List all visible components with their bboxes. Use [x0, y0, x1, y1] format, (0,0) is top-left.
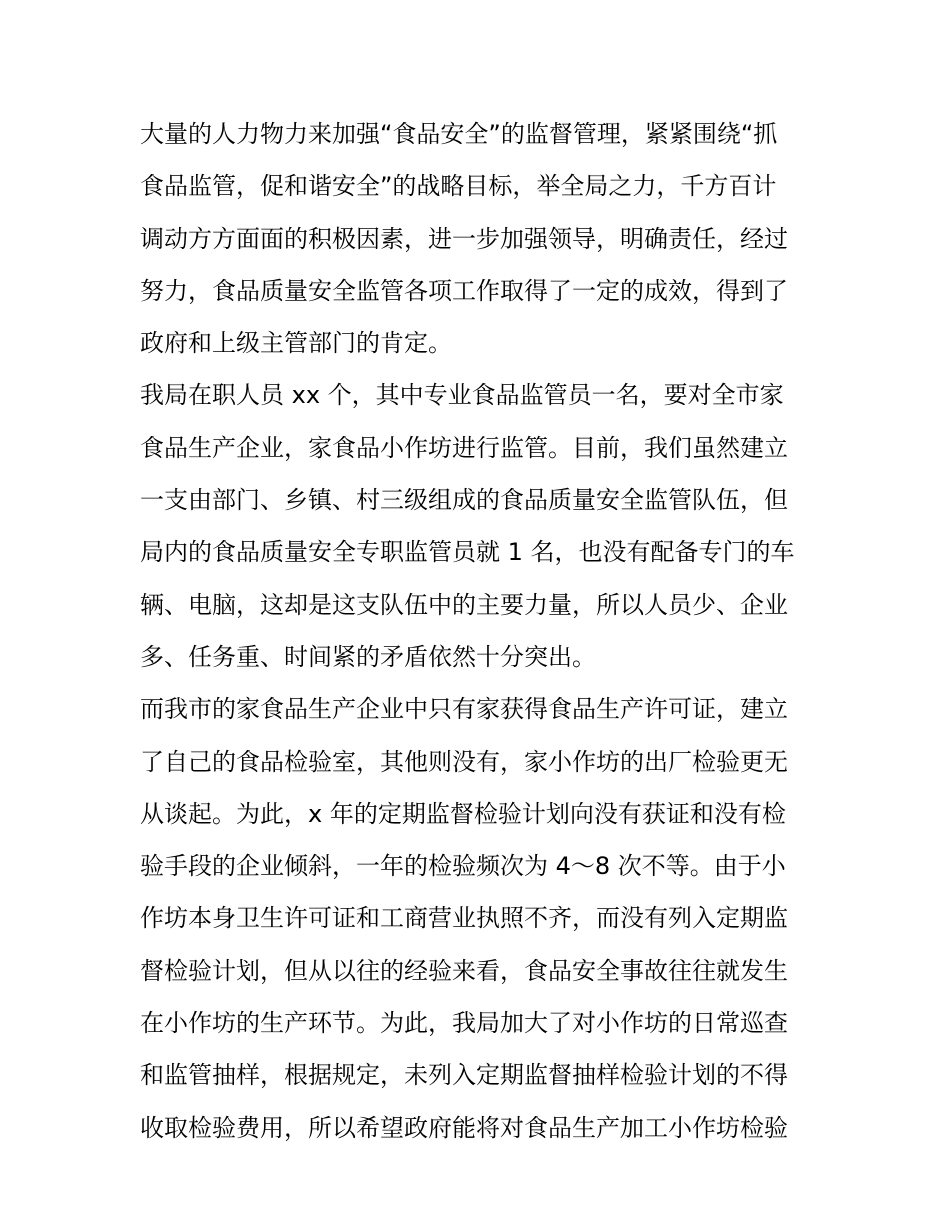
text-line: 作坊本身卫生许可证和工商营业执照不齐，而没有列入定期监	[140, 904, 788, 933]
text-line: 多、任务重、时间紧的矛盾依然十分突出。	[140, 642, 596, 671]
text-line: 辆、电脑，这却是这支队伍中的主要力量，所以人员少、企业	[140, 590, 788, 619]
text-line: 努力，食品质量安全监管各项工作取得了一定的成效，得到了	[140, 276, 788, 305]
text-line: 食品监管，促和谐安全”的战略目标，举全局之力，千方百计	[140, 172, 777, 201]
text-line: 验手段的企业倾斜，一年的检验频次为 4～8 次不等。由于小	[140, 852, 786, 881]
text-line: 局内的食品质量安全专职监管员就 1 名，也没有配备专门的车	[140, 538, 795, 567]
text-line: 从谈起。为此，x 年的定期监督检验计划向没有获证和没有检	[140, 799, 786, 828]
text-line: 了自己的食品检验室，其他则没有，家小作坊的出厂检验更无	[140, 747, 788, 776]
text-line: 督检验计划，但从以往的经验来看，食品安全事故往往就发生	[140, 956, 788, 985]
text-line: 食品生产企业，家食品小作坊进行监管。目前，我们虽然建立	[140, 433, 788, 462]
text-line: 在小作坊的生产环节。为此，我局加大了对小作坊的日常巡查	[140, 1009, 788, 1038]
text-line: 收取检验费用，所以希望政府能将对食品生产加工小作坊检验	[140, 1113, 788, 1142]
text-line: 一支由部门、乡镇、村三级组成的食品质量安全监管队伍，但	[140, 486, 788, 515]
text-line: 大量的人力物力来加强“食品安全”的监督管理，紧紧围绕“抓	[140, 120, 778, 148]
text-line: 我局在职人员 xx 个，其中专业食品监管员一名，要对全市家	[140, 381, 784, 410]
document-body	[140, 108, 812, 1154]
text-line: 而我市的家食品生产企业中只有家获得食品生产许可证，建立	[140, 695, 788, 724]
text-line: 政府和上级主管部门的肯定。	[140, 329, 452, 358]
text-line: 和监管抽样，根据规定，未列入定期监督抽样检验计划的不得	[140, 1061, 788, 1090]
text-line: 调动方方面面的积极因素，进一步加强领导，明确责任，经过	[140, 224, 788, 253]
